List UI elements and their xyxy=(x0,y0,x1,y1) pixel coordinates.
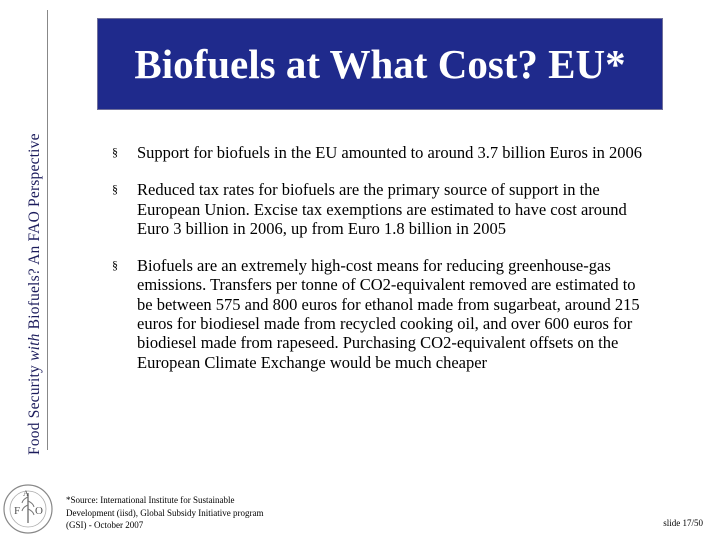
sidebar-title xyxy=(26,133,44,455)
bullet-marker-icon: § xyxy=(112,145,118,159)
logo-letter-o: O xyxy=(35,505,43,517)
fao-logo-icon xyxy=(2,483,54,535)
sidebar-title-part1: Food Security xyxy=(26,365,43,455)
sidebar-title-part3: Biofuels? An FAO Perspective xyxy=(26,133,43,330)
source-note xyxy=(66,494,316,532)
source-line: *Source: International Institute for Sustainable xyxy=(66,495,235,505)
bullet-text: Reduced tax rates for biofuels are the primary source of support in the European Union. Excise tax exemptions are estimated to have cost around Euro 3 billion in 2006, up from Euro 1.8 billion in 2005 xyxy=(137,180,627,238)
slide-title: Biofuels at What Cost? EU* xyxy=(134,41,626,87)
bullet-text: Biofuels are an extremely high-cost means for reducing greenhouse-gas emissions. Transfers per tonne of CO2-equivalent removed are estimated to be between 575 and 800 euros for ethanol made from sugarbeat, around 215 euros for biodiesel made from recycled cooking oil, and over 600 euros for biodiesel made from rapeseed. Purchasing CO2-equivalent offsets on the European Climate Exchange would be much cheaper xyxy=(137,256,640,372)
bullet-item xyxy=(110,180,650,238)
source-line: Development (iisd), Global Subsidy Initiative program xyxy=(66,507,264,518)
sidebar xyxy=(0,0,50,540)
logo-letter-a: A xyxy=(23,489,29,498)
bullet-item xyxy=(110,143,650,162)
slide-number: slide 17/50 xyxy=(663,518,703,528)
bullet-text: Support for biofuels in the EU amounted to around 3.7 billion Euros in 2006 xyxy=(137,143,643,162)
logo-letter-f: F xyxy=(14,505,21,517)
sidebar-title-part2: with xyxy=(26,333,43,361)
bullet-item xyxy=(110,256,650,372)
bullet-marker-icon: § xyxy=(112,258,118,273)
sidebar-divider xyxy=(47,10,48,450)
title-banner xyxy=(97,18,663,110)
bullet-list xyxy=(110,143,650,390)
source-line: (GSI) - October 2007 xyxy=(66,520,144,530)
bullet-marker-icon: § xyxy=(112,182,118,197)
